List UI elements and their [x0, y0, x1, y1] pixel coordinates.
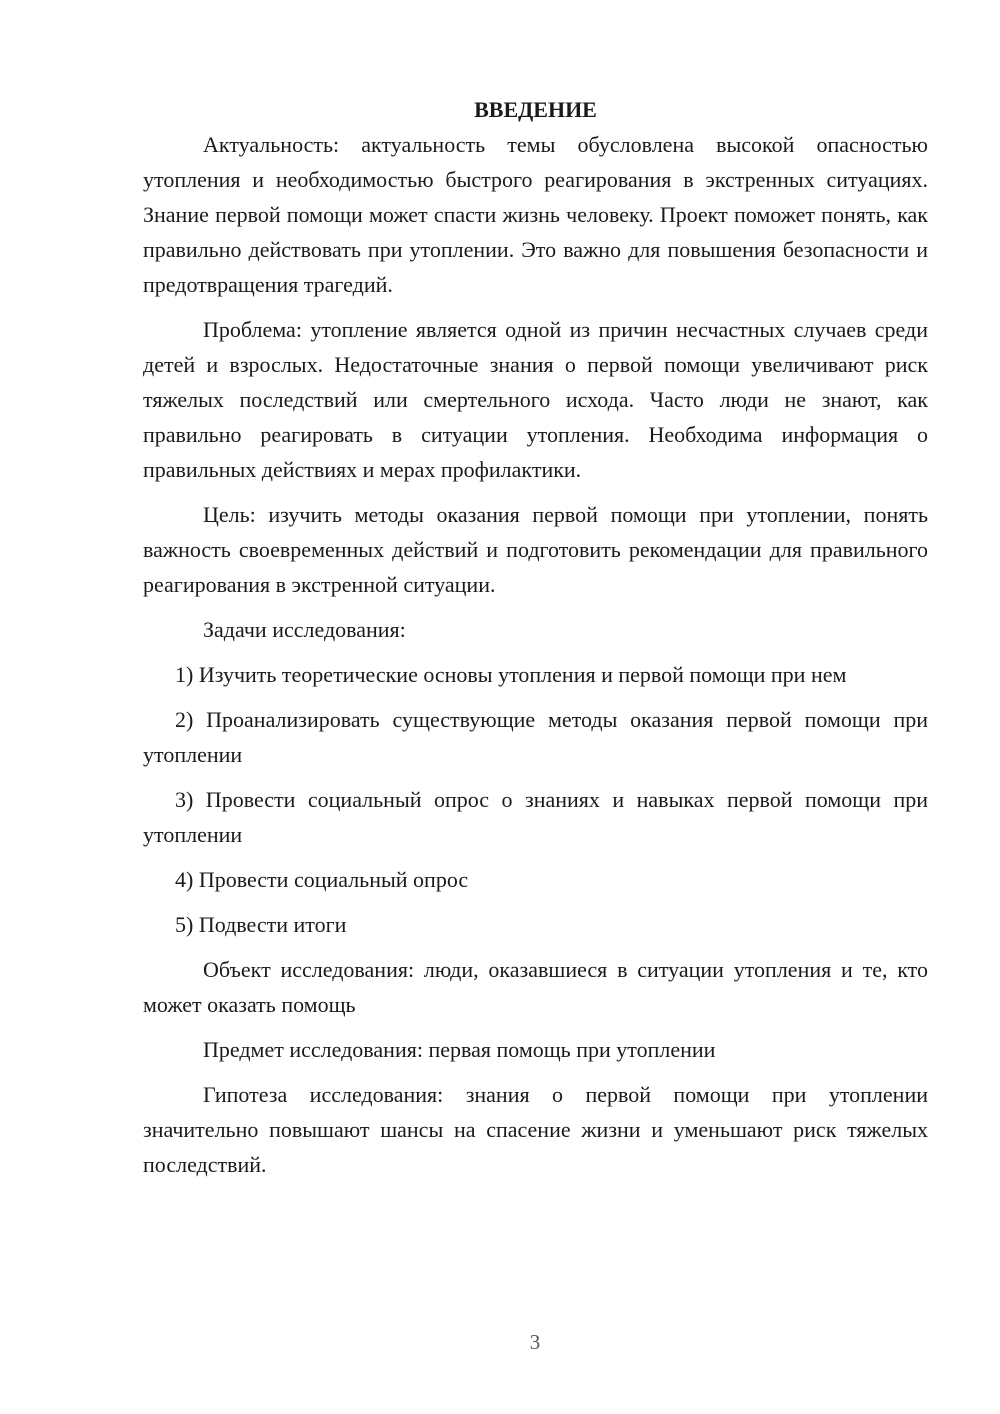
- task-item-3: 3) Провести социальный опрос о знаниях и навыках первой помощи при утоплении: [143, 787, 928, 847]
- task-item-4: 4) Провести социальный опрос: [175, 867, 469, 892]
- document-page: [143, 92, 928, 1192]
- paragraph-tasks-heading: Задачи исследования:: [203, 617, 406, 642]
- paragraph-goal: Цель: изучить методы оказания первой помощи при утоплении, понять важность своевременных действий и подготовить рекомендации для правильного реагирования в экстренной ситуации.: [143, 502, 928, 597]
- page-number: 3: [529, 1330, 541, 1354]
- paragraph-relevance: Актуальность: актуальность темы обусловлена высокой опасностью утопления и необходимостью быстрого реагирования в экстренных ситуациях. Знание первой помощи может спасти жизнь человеку. Проект поможет понять, как правильно действовать при утоплении. Это важно для повышения безопасности и предотвращения трагедий.: [143, 132, 928, 297]
- page-title: ВВЕДЕНИЕ: [474, 97, 597, 122]
- paragraph-subject: Предмет исследования: первая помощь при утоплении: [203, 1037, 716, 1062]
- task-item-2: 2) Проанализировать существующие методы оказания первой помощи при утоплении: [143, 707, 928, 767]
- task-item-1: 1) Изучить теоретические основы утопления и первой помощи при нем: [175, 662, 847, 687]
- task-item-5: 5) Подвести итоги: [175, 912, 347, 937]
- paragraph-problem: Проблема: утопление является одной из причин несчастных случаев среди детей и взрослых. Недостаточные знания о первой помощи увеличивают риск тяжелых последствий или смертельного исхода. Часто люди не знают, как правильно реагировать в ситуации утопления. Необходима информация о правильных действиях и мерах профилактики.: [143, 317, 928, 482]
- paragraph-hypothesis: Гипотеза исследования: знания о первой помощи при утоплении значительно повышают шансы на спасение жизни и уменьшают риск тяжелых последствий.: [143, 1082, 928, 1177]
- paragraph-object: Объект исследования: люди, оказавшиеся в ситуации утопления и те, кто может оказать помощь: [143, 957, 928, 1017]
